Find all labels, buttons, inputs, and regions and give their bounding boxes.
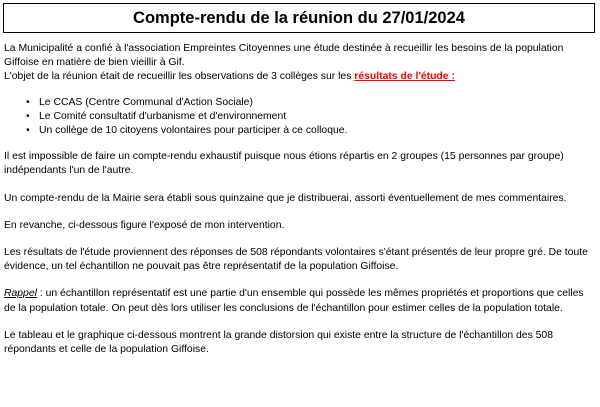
expose-paragraph: En revanche, ci-dessous figure l'exposé de mon intervention. [4,219,285,231]
results-paragraph: Les résultats de l'étude proviennent des réponses de 508 répondants volontaires s'étant présentés de leur propre gré. De toute évidence, un tel échantillon ne pouvait pas être représentatif de la population Giffoise. [4,247,588,273]
colleges-list [4,96,598,139]
list-item: • Un collège de 10 citoyens volontaires pour participer à ce colloque. [39,124,598,138]
table-intro-paragraph: Le tableau et le graphique ci-dessous montrent la grande distorsion qui existe entre la structure de l'échantillon des 508 répondants et celle de la population Giffoise. [4,329,553,356]
intro-line-1: La Municipalité a confié à l'association Empreintes Citoyennes une étude destinée à recueillir les besoins de la population Giffoise en matière de bien vieillir à Gif. [4,43,564,69]
title-box [3,3,595,33]
mairie-paragraph: Un compte-rendu de la Mairie sera établi sous quinzaine que je distribuerai, assorti éventuellement de mes commentaires. [4,192,567,204]
groups-paragraph: Il est impossible de faire un compte-rendu exhaustif puisque nous étions répartis en 2 groupes (15 personnes par groupe) indépendants l'un de l'autre. [4,151,564,177]
rappel-text: : un échantillon représentatif est une partie d'un ensemble qui possède les mêmes propriétés et proportions que celles de la population totale. On peut dès lors utiliser les conclusions de l'échantillon pour estimer celles de la population totale. [4,288,584,314]
intro-paragraph [4,42,598,85]
list-item: • Le CCAS (Centre Communal d'Action Sociale) [39,96,598,110]
document-title: Compte-rendu de la réunion du 27/01/2024 [133,8,465,27]
study-results-link[interactable]: résultats de l'étude : [354,71,455,83]
intro-line-2: L'objet de la réunion était de recueillir les observations de 3 collèges sur les [4,71,355,83]
rappel-label: Rappel [4,288,37,300]
list-item: • Le Comité consultatif d'urbanisme et d'environnement [39,110,598,124]
document-body [4,42,598,357]
rappel-paragraph [4,287,598,315]
